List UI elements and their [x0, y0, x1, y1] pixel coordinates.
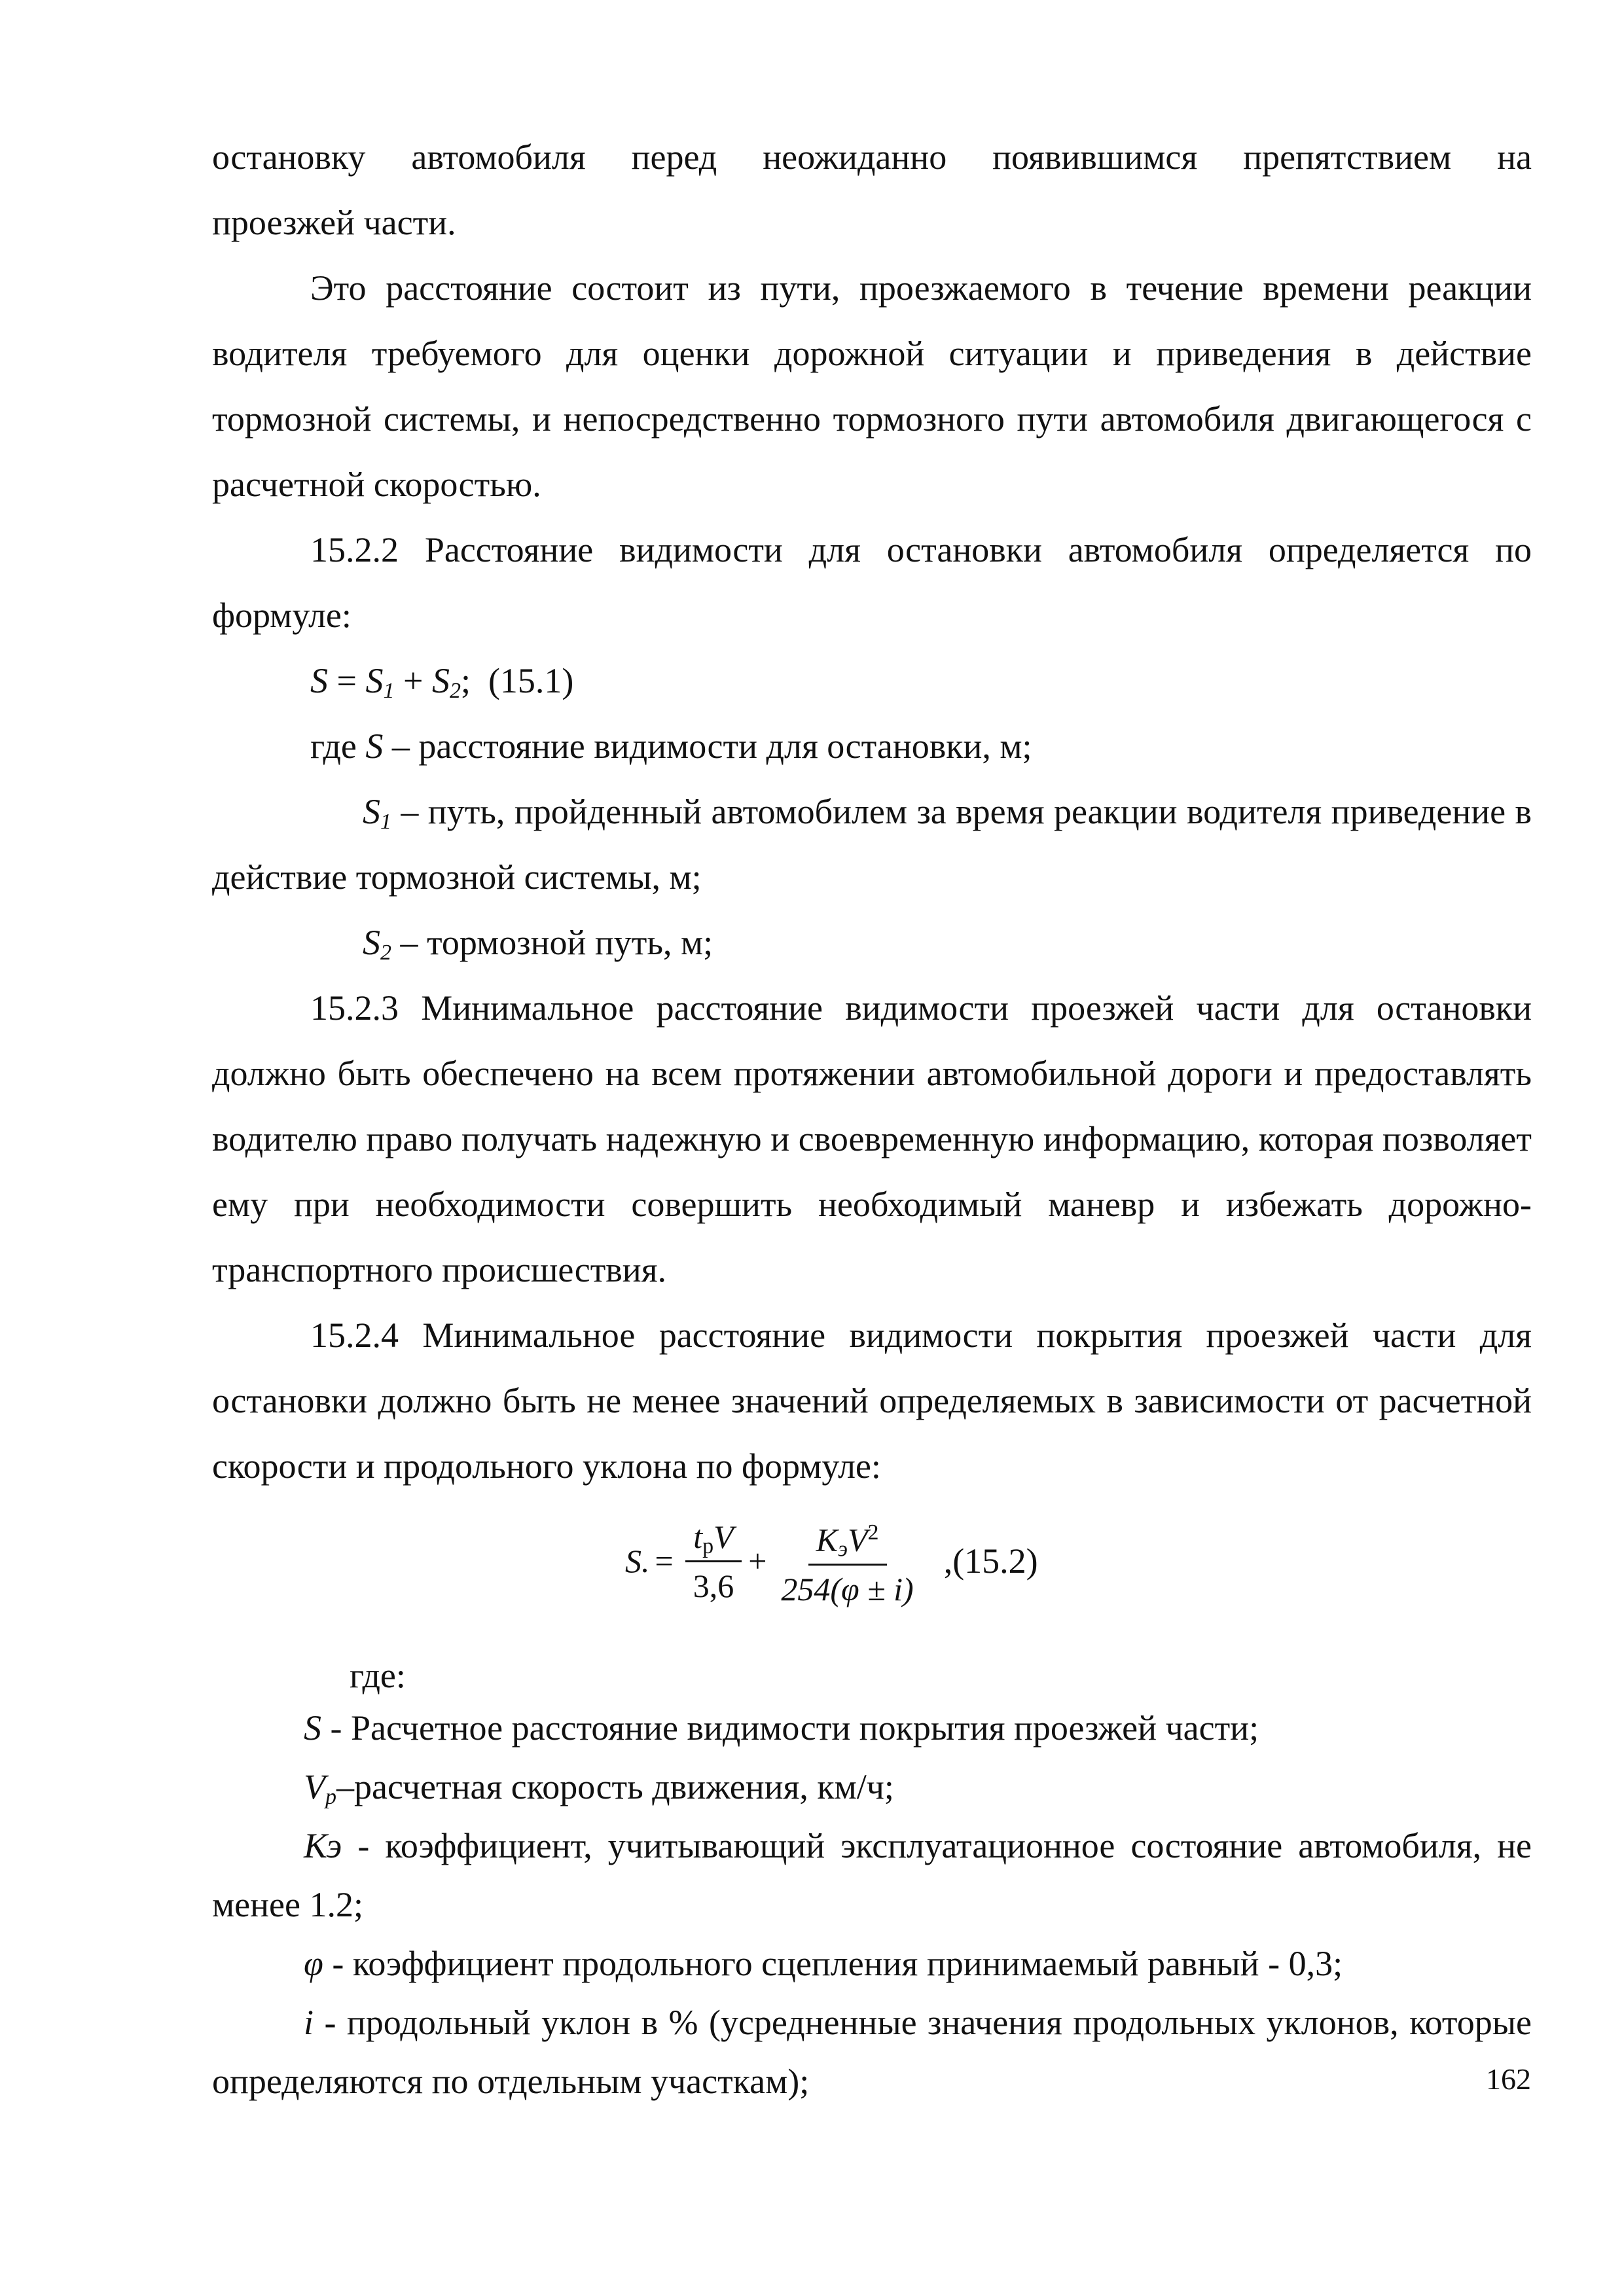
- formula-subscript: 1: [380, 810, 391, 834]
- definition-s1: [212, 779, 1532, 910]
- formula-symbol: S: [363, 792, 380, 831]
- formula-symbol: S: [431, 661, 450, 700]
- formula-subscript: 2: [380, 941, 391, 965]
- definition-k: [212, 1816, 1532, 1934]
- definition-text: - Расчетное расстояние видимости покрытия проезжей части;: [321, 1708, 1259, 1748]
- fraction-denominator: 254(φ ± i): [781, 1570, 914, 1607]
- formula-plus: +: [748, 1543, 767, 1579]
- fraction-1: [685, 1516, 742, 1607]
- definition-text: – путь, пройденный автомобилем за время реакции водителя приведение в действие тормозной системы, м;: [212, 792, 1532, 897]
- formula-15-1: [212, 648, 1532, 713]
- formula-symbol: S: [310, 661, 328, 700]
- formula-lhs: S.: [625, 1543, 650, 1579]
- paragraph: 15.2.3 Минимальное расстояние видимости проезжей части для остановки должно быть обеспечено на всем протяжении автомобильной дороги и предоставлять водителю право получать надежную и своевременную информацию, которая позволяет ему при необходимости совершить необходимый маневр и избежать дорожно-транспортного происшествия.: [212, 988, 1532, 1289]
- definition-v: [212, 1757, 1532, 1816]
- paragraph: 15.2.4 Минимальное расстояние видимости покрытия проезжей части для остановки должно быть не менее значений определяемых в зависимости от расчетной скорости и продольного уклона по формуле:: [212, 1316, 1532, 1486]
- formula-symbol: S: [365, 661, 384, 700]
- formula-15-2: [625, 1505, 1038, 1617]
- definition-text: - продольный уклон в % (усредненные значения продольных уклонов, которые определяются по отдельным участкам);: [212, 2003, 1532, 2101]
- formula-subscript: р: [325, 1785, 336, 1809]
- definition-text: – тормозной путь, м;: [400, 923, 713, 962]
- where-heading: где:: [350, 1656, 406, 1695]
- paragraph-line: проезжей части.: [212, 203, 456, 242]
- formula-symbol: Кэ: [304, 1826, 342, 1865]
- formula-subscript: 1: [383, 679, 395, 703]
- formula-text: =: [328, 661, 366, 700]
- definition-text: - коэффициент, учитывающий эксплуатационное состояние автомобиля, не менее 1.2;: [212, 1826, 1532, 1924]
- fraction-2: [773, 1512, 921, 1610]
- definition-text: –расчетная скорость движения, км/ч;: [336, 1767, 894, 1806]
- paragraph-line: остановку автомобиля перед неожиданно появившимся препятствием на: [212, 137, 1532, 177]
- fraction-denominator: 3,6: [693, 1567, 734, 1604]
- formula-subscript: р: [702, 1534, 714, 1558]
- paragraph: Это расстояние состоит из пути, проезжаемого в течение времени реакции водителя требуемого для оценки дорожной ситуации и приведения в действие тормозной системы, и непосредственно тормозного пути автомобиля двигающегося с расчетной скоростью.: [212, 268, 1532, 504]
- formula-number: ,(15.2): [943, 1541, 1038, 1581]
- formula-text: ;: [460, 661, 471, 700]
- formula-equals: =: [655, 1543, 674, 1579]
- formula-symbol: V: [304, 1767, 325, 1806]
- paragraph: 15.2.2 Расстояние видимости для остановки автомобиля определяется по формуле:: [212, 530, 1532, 635]
- formula-symbol: S: [365, 726, 384, 766]
- where-prefix: где: [310, 726, 366, 766]
- page-number: 162: [1486, 2062, 1531, 2096]
- formula-text: +: [394, 661, 432, 700]
- fraction-numerator: [808, 1512, 887, 1566]
- definition-s2: [212, 910, 1532, 975]
- formula-subscript: э: [837, 1537, 848, 1562]
- fraction-numerator: [685, 1516, 741, 1562]
- formula-superscript: 2: [867, 1520, 879, 1545]
- formula-subscript: 2: [449, 679, 461, 703]
- definition-s: [212, 1698, 1532, 1757]
- where-text: – расстояние видимости для остановки, м;: [383, 726, 1032, 766]
- formula-symbol: t: [693, 1518, 703, 1555]
- formula-symbol: V: [713, 1518, 734, 1555]
- formula-symbol: V: [847, 1521, 868, 1558]
- formula-number: (15.1): [488, 661, 574, 700]
- where-line: [212, 713, 1532, 779]
- formula-symbol: i: [304, 2003, 314, 2042]
- definition-i: [212, 1993, 1532, 2111]
- formula-symbol: K: [816, 1521, 838, 1558]
- formula-symbol: S: [363, 923, 380, 962]
- formula-symbol: φ: [304, 1944, 323, 1983]
- definition-text: - коэффициент продольного сцепления принимаемый равный - 0,3;: [323, 1944, 1343, 1983]
- formula-symbol: S: [304, 1708, 321, 1748]
- definition-phi: [212, 1934, 1532, 1993]
